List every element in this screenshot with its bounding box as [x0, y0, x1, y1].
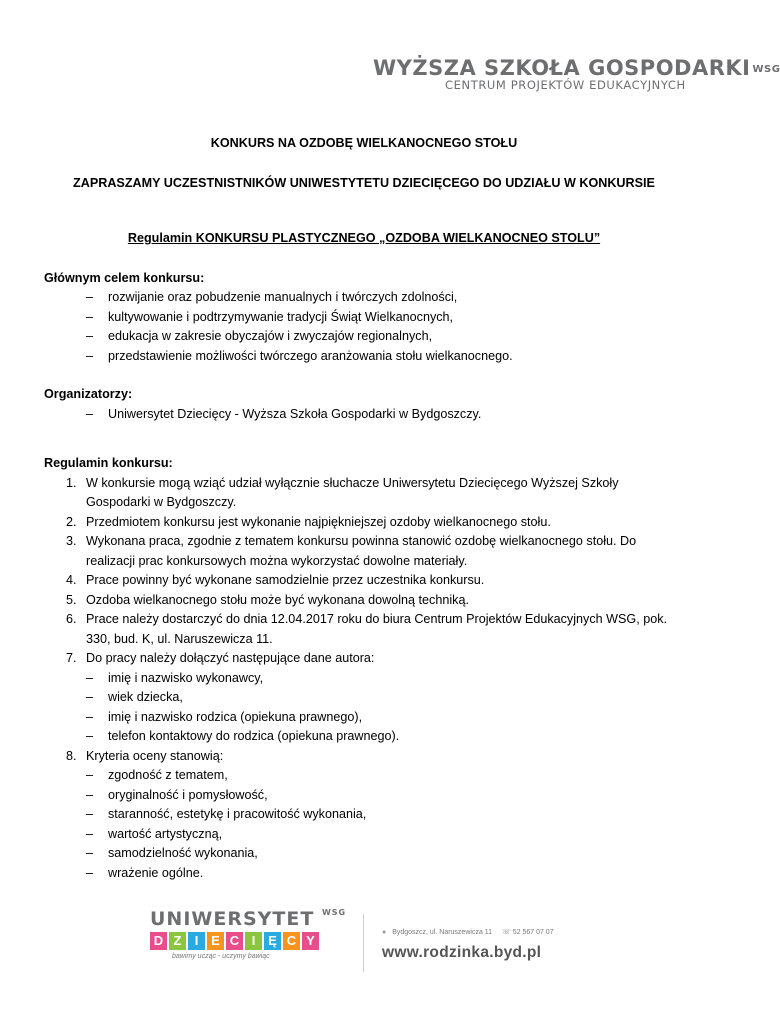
rule-number: 2. — [66, 514, 77, 529]
footer-phone: 52 567 07 07 — [512, 929, 554, 936]
footer-divider — [363, 914, 364, 972]
document-subtitle: ZAPRASZAMY UCZESTNISTNIKÓW UNIWESTYTETU DZIECIĘCEGO DO UDZIAŁU W KONKURSIE — [73, 175, 655, 190]
list-item: – wrażenie ogólne. — [86, 864, 684, 884]
rule-text: Przedmiotem konkursu jest wykonanie najpiękniejszej ozdoby wielkanocnego stołu. — [86, 514, 551, 529]
list-item: – Uniwersytet Dziecięcy - Wyższa Szkoła Gospodarki w Bydgoszczy. — [86, 405, 684, 425]
list-item: – rozwijanie oraz pobudzenie manualnych i twórczych zdolności, — [86, 288, 684, 308]
rule-item — [66, 571, 684, 591]
rule-item — [66, 649, 684, 747]
rule-sublist — [86, 669, 684, 747]
uni-logo-line1 — [150, 908, 350, 930]
rule-number: 5. — [66, 592, 77, 607]
uniwersytet-dzieciecy-logo — [150, 908, 350, 960]
rules-heading: Regulamin konkursu: — [44, 456, 173, 470]
rules-list — [44, 474, 684, 884]
list-item: – oryginalność i pomysłowość, — [86, 786, 684, 806]
uni-logo-letter: I — [245, 932, 262, 950]
rule-number: 7. — [66, 651, 77, 665]
rule-number: 6. — [66, 612, 77, 626]
uni-logo-letter: E — [207, 932, 224, 950]
list-item: – edukacja w zakresie obyczajów i zwyczajów regionalnych, — [86, 327, 684, 347]
rule-text: Wykonana praca, zgodnie z tematem konkursu powinna stanowić ozdobę wielkanocnego stołu. Do realizacji prac konkursowych można wykorzystać dowolne materiały. — [86, 534, 637, 568]
logo-title-text: WYŻSZA SZKOŁA GOSPODARKI — [373, 56, 751, 80]
rule-number: 8. — [66, 748, 77, 763]
uni-logo-letter: Y — [302, 932, 319, 950]
rule-number: 3. — [66, 534, 77, 548]
logo-mark: WSG — [752, 63, 780, 75]
list-item: – kultywowanie i podtrzymywanie tradycji Świąt Wielkanocnych, — [86, 308, 684, 328]
goals-section — [44, 269, 684, 367]
list-item: – telefon kontaktowy do rodzica (opiekuna prawnego). — [86, 727, 684, 747]
list-item: – imię i nazwisko wykonawcy, — [86, 669, 684, 689]
list-item: – zgodność z tematem, — [86, 766, 684, 786]
uni-logo-letter: C — [226, 932, 243, 950]
rule-item — [66, 610, 684, 649]
document-title: KONKURS NA OZDOBĘ WIELKANOCNEGO STOŁU — [210, 136, 518, 150]
regulations-title: Regulamin KONKURSU PLASTYCZNEGO „OZDOBA WIELKANOCNEO STOLU” — [127, 231, 601, 245]
footer-contact — [382, 928, 582, 962]
list-item: – imię i nazwisko rodzica (opiekuna prawnego), — [86, 708, 684, 728]
list-item: – staranność, estetykę i pracowitość wykonania, — [86, 805, 684, 825]
uni-logo-letter: Ę — [264, 932, 281, 950]
uni-logo-letter: D — [150, 932, 167, 950]
uni-tagline: bawimy ucząc - uczymy bawiąc — [172, 953, 270, 960]
goals-heading: Głównym celem konkursu: — [44, 270, 205, 285]
rule-number: 1. — [66, 475, 77, 490]
rule-text: Prace powinny być wykonane samodzielnie przez uczestnika konkursu. — [86, 573, 485, 587]
rules-section — [44, 454, 684, 883]
organizers-heading: Organizatorzy: — [44, 387, 133, 401]
uni-logo-letter: I — [188, 932, 205, 950]
rule-item — [66, 513, 684, 533]
rule-text: Kryteria oceny stanowią: — [86, 748, 224, 763]
location-pin-icon: ● — [382, 929, 387, 936]
footer-url[interactable]: www.rodzinka.byd.pl — [382, 944, 542, 961]
list-item: – samodzielność wykonania, — [86, 844, 684, 864]
rule-text: W konkursie mogą wziąć udział wyłącznie słuchacze Uniwersytetu Dziecięcego Wyższej Szkoły Gospodarki w Bydgoszczy. — [86, 475, 619, 509]
rule-item — [66, 532, 684, 571]
rule-text: Ozdoba wielkanocnego stołu może być wykonana dowolną techniką. — [86, 592, 469, 607]
rule-item — [66, 474, 684, 513]
logo-subtitle: CENTRUM PROJEKTÓW EDUKACYJNYCH — [445, 78, 686, 92]
uni-logo-text: UNIWERSYTET — [150, 908, 315, 930]
uni-logo-mark: WSG — [321, 908, 347, 917]
rule-text: Prace należy dostarczyć do dnia 12.04.2017 roku do biura Centrum Projektów Edukacyjnych WSG, pok. 330, bud. K, ul. Naruszewicza 11. — [86, 612, 668, 646]
rule-item — [66, 747, 684, 884]
rule-number: 4. — [66, 573, 77, 587]
uni-logo-letter: C — [283, 932, 300, 950]
footer — [150, 908, 580, 978]
document-body — [44, 128, 684, 883]
rule-item — [66, 591, 684, 611]
footer-address: Bydgoszcz, ul. Naruszewicza 11 — [392, 929, 493, 936]
phone-icon: ☏ — [502, 929, 511, 936]
list-item: – przedstawienie możliwości twórczego aranżowania stołu wielkanocnego. — [86, 347, 684, 367]
wsg-logo — [373, 56, 780, 92]
uni-logo-letter: Z — [169, 932, 186, 950]
list-item: – wiek dziecka, — [86, 688, 684, 708]
goals-list — [44, 288, 684, 366]
organizers-list — [44, 405, 684, 425]
logo-title — [373, 56, 780, 80]
rule-sublist — [86, 766, 684, 883]
uni-logo-letters — [150, 932, 350, 950]
list-item: – wartość artystyczną, — [86, 825, 684, 845]
footer-address-line — [382, 928, 582, 936]
rule-text: Do pracy należy dołączyć następujące dane autora: — [86, 651, 375, 665]
organizers-section — [44, 385, 684, 424]
